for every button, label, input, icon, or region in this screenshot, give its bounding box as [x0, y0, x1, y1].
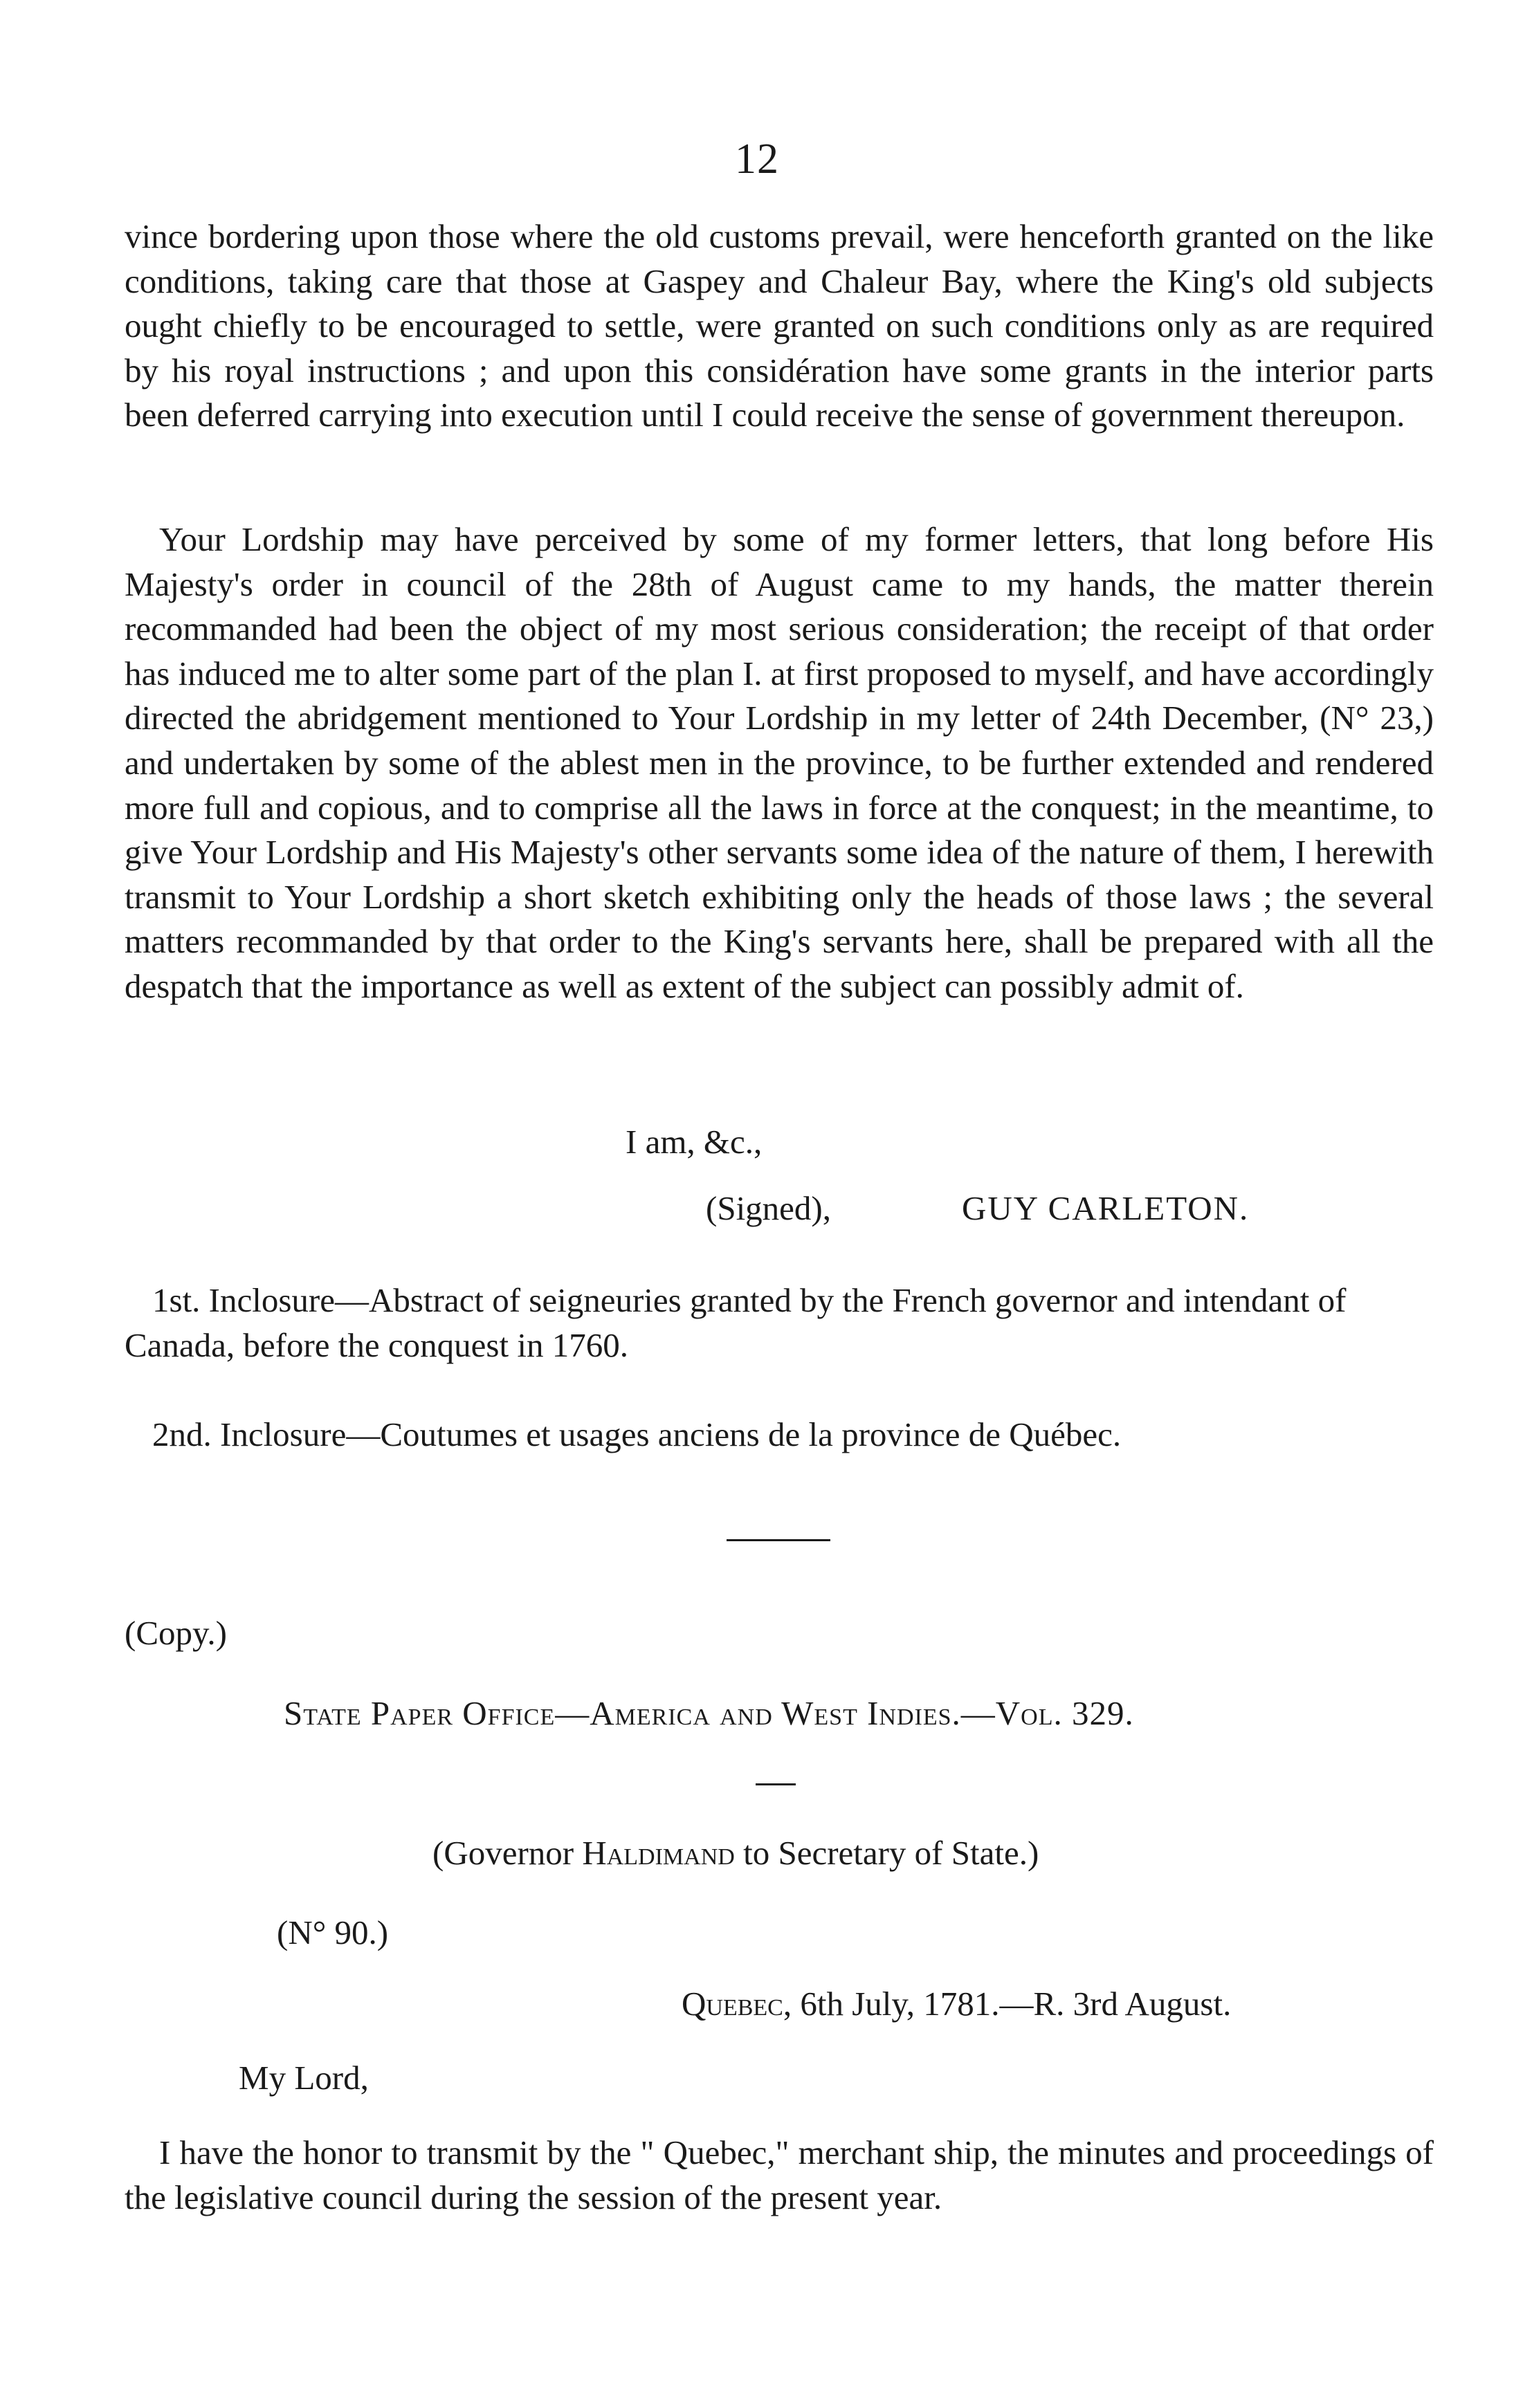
salutation: My Lord,: [239, 2059, 369, 2097]
source-header: State Paper Office—America and West Indies.—Vol. 329.: [284, 1694, 1134, 1732]
body-paragraph-laws: Your Lordship may have perceived by some of my former letters, that long before His Majesty's order in council of the 28th of August came to my hands, the matter therein recommanded had been the object of my most serious consideration; the receipt of that order has induced me to alter some part of the plan I. at first proposed to myself, and have accordingly directed the abridgement mentioned to Your Lordship in my letter of 24th December, (N° 23,) and undertaken by some of the ablest men in the province, to be further extended and rendered more full and copious, and to comprise all the laws in force at the conquest; in the meantime, to give Your Lordship and His Majesty's other servants some idea of the nature of them, I herewith transmit to Your Lordship a short sketch exhibiting only the heads of those laws ; the several matters recommanded by that order to the King's servants here, shall be prepared with all the despatch that the importance as well as extent of the subject can possibly admit of.: [125, 520, 1434, 1005]
signature-name: GUY CARLETON.: [962, 1189, 1250, 1227]
enclosure-first: 1st. Inclosure—Abstract of seigneuries granted by the French governor and intendant of Canada, before the conquest in 1760.: [125, 1281, 1347, 1364]
enclosure-second: 2nd. Inclosure—Coutumes et usages anciens de la province de Québec.: [152, 1415, 1122, 1453]
page-number: 12: [735, 136, 779, 183]
addressee-suffix: to Secretary of State.): [734, 1834, 1039, 1872]
section-divider-rule: [727, 1539, 830, 1541]
copy-label: (Copy.): [125, 1614, 227, 1652]
body-paragraph-transmit: I have the honor to transmit by the " Quebec," merchant ship, the minutes and proceedings of the legislative council during the session of the present year.: [125, 2133, 1434, 2216]
dateline-place: Quebec: [682, 1985, 783, 2023]
letter-closing: I am, &c.,: [626, 1123, 763, 1161]
signed-label: (Signed),: [706, 1189, 831, 1227]
addressee-line: [432, 1833, 1039, 1873]
header-divider-rule: [756, 1783, 796, 1785]
dateline-date: , 6th July, 1781.—R. 3rd August.: [783, 1985, 1232, 2023]
addressee-prefix: (Governor: [432, 1834, 583, 1872]
body-paragraph-continuation: vince bordering upon those where the old customs prevail, were henceforth granted on the like conditions, taking care that those at Gaspey and Chaleur Bay, where the King's old subjects ought chiefly to be encouraged to settle, were granted on such conditions only as are required by his royal instructions ; and upon this considération have some grants in the interior parts been deferred carrying into execution until I could receive the sense of government thereupon.: [125, 217, 1434, 434]
addressee-name: Haldimand: [582, 1834, 735, 1872]
dateline: [682, 1984, 1231, 2023]
letter-number: (N° 90.): [277, 1913, 389, 1951]
